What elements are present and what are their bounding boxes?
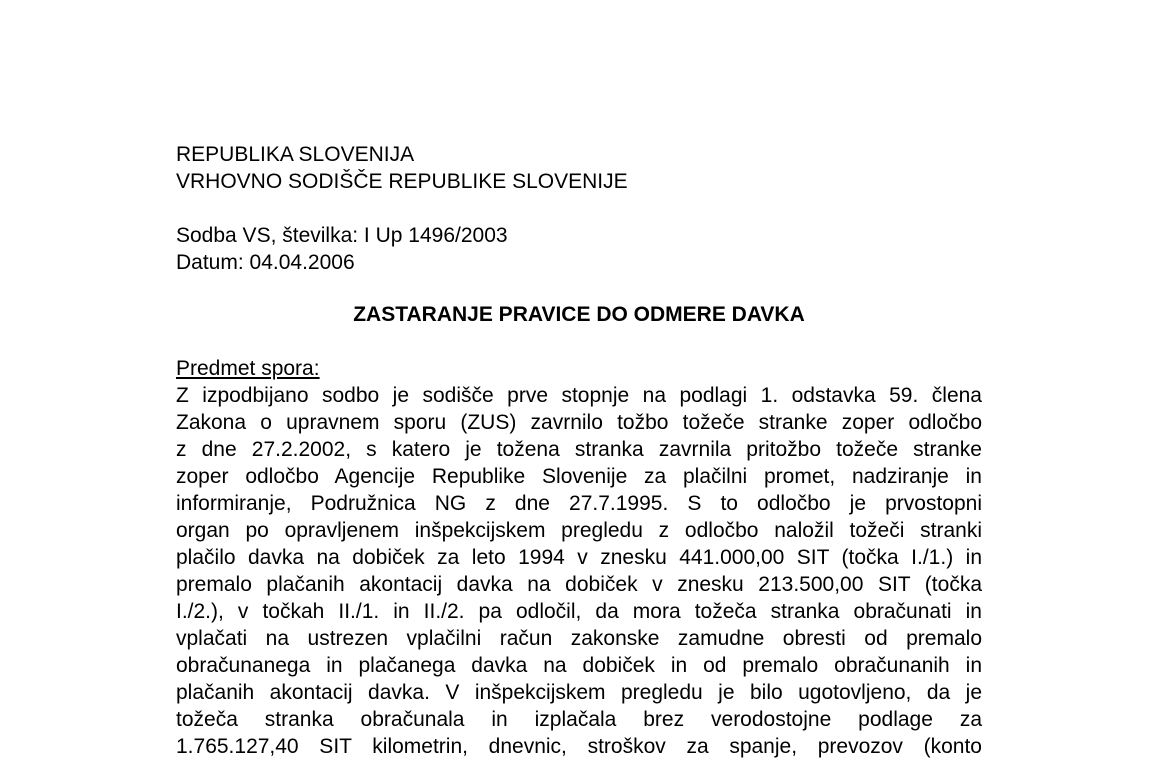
body-line: obračunanega in plačanega davka na dobiček in od premalo obračunanih in xyxy=(176,654,982,677)
body-line: plačanih akontacij davka. V inšpekcijskem pregledu je bilo ugotovljeno, da je xyxy=(176,681,982,704)
decision-date: Datum: 04.04.2006 xyxy=(176,251,355,274)
body-line: informiranje, Podružnica NG z dne 27.7.1995. S to odločbo je prvostopni xyxy=(176,492,982,515)
body-line: premalo plačanih akontacij davka na dobiček v znesku 213.500,00 SIT (točka xyxy=(176,573,982,596)
body-line: organ po opravljenem inšpekcijskem pregledu z odločbo naložil tožeči stranki xyxy=(176,519,982,542)
body-line: plačilo davka na dobiček za leto 1994 v znesku 441.000,00 SIT (točka I./1.) in xyxy=(176,546,982,569)
court-header xyxy=(176,141,628,195)
case-number: Sodba VS, številka: I Up 1496/2003 xyxy=(176,224,508,247)
body-line: vplačati na ustrezen vplačilni račun zakonske zamudne obresti od premalo xyxy=(176,627,982,650)
body-line: z dne 27.2.2002, s katero je tožena stranka zavrnila pritožbo tožeče stranke xyxy=(176,438,982,461)
section-heading: Predmet spora: xyxy=(176,357,320,380)
body-line: tožeča stranka obračunala in izplačala brez verodostojne podlage za xyxy=(176,708,982,731)
body-line: zoper odločbo Agencije Republike Slovenije za plačilni promet, nadziranje in xyxy=(176,465,982,488)
body-line: Zakona o upravnem sporu (ZUS) zavrnilo tožbo tožeče stranke zoper odločbo xyxy=(176,411,982,434)
body-paragraph xyxy=(176,382,982,760)
body-line: 1.765.127,40 SIT kilometrin, dnevnic, stroškov za spanje, prevozov (konto xyxy=(176,735,982,758)
case-info xyxy=(176,222,508,276)
court-name: VRHOVNO SODIŠČE REPUBLIKE SLOVENIJE xyxy=(176,170,628,193)
body-line: Z izpodbijano sodbo je sodišče prve stopnje na podlagi 1. odstavka 59. člena xyxy=(176,384,982,407)
body-line: I./2.), v točkah II./1. in II./2. pa odločil, da mora tožeča stranka obračunati in xyxy=(176,600,982,623)
document-title: ZASTARANJE PRAVICE DO ODMERE DAVKA xyxy=(353,303,805,326)
republic-name: REPUBLIKA SLOVENIJA xyxy=(176,143,415,166)
